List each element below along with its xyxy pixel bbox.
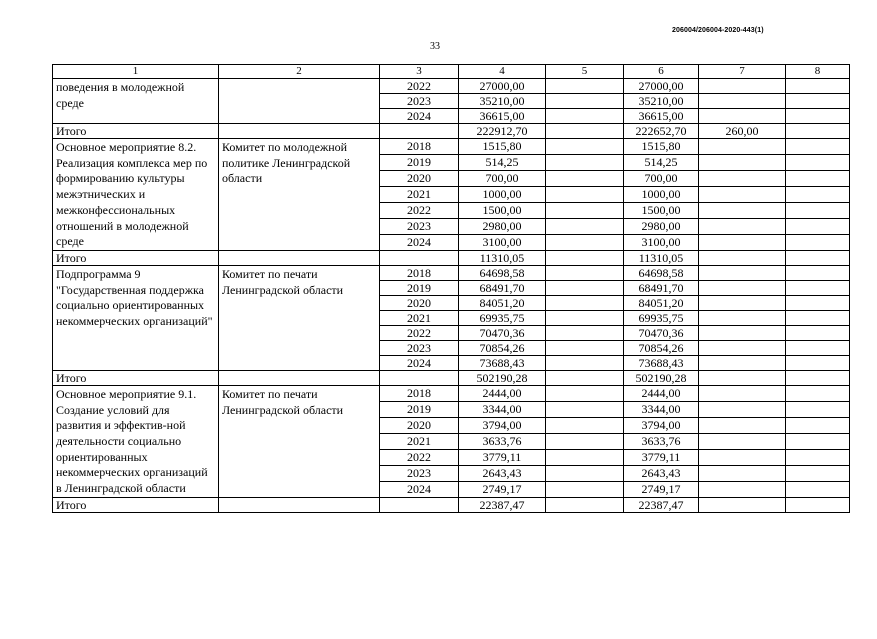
year-cell: 2020 bbox=[380, 417, 459, 433]
total-value-cell: 3779,11 bbox=[459, 449, 546, 465]
col8-cell bbox=[786, 465, 850, 481]
col6-value-cell: 70470,36 bbox=[624, 325, 699, 340]
col7-cell bbox=[699, 139, 786, 155]
total-value-cell: 3344,00 bbox=[459, 401, 546, 417]
col7-cell bbox=[699, 234, 786, 250]
col7-cell bbox=[699, 265, 786, 280]
year-cell: 2022 bbox=[380, 79, 459, 94]
year-cell: 2023 bbox=[380, 94, 459, 109]
col6-value-cell: 2643,43 bbox=[624, 465, 699, 481]
table-row bbox=[53, 265, 850, 280]
header-cell: 1 bbox=[53, 65, 219, 79]
year-cell: 2022 bbox=[380, 202, 459, 218]
col6-value-cell: 1000,00 bbox=[624, 186, 699, 202]
col6-value-cell: 2444,00 bbox=[624, 385, 699, 401]
total-value-cell: 11310,05 bbox=[459, 250, 546, 265]
total-value-cell: 700,00 bbox=[459, 170, 546, 186]
col5-cell bbox=[546, 265, 624, 280]
col6-value-cell: 64698,58 bbox=[624, 265, 699, 280]
col8-cell bbox=[786, 497, 850, 512]
total-value-cell: 3633,76 bbox=[459, 433, 546, 449]
col8-cell bbox=[786, 355, 850, 370]
year-cell: 2022 bbox=[380, 325, 459, 340]
col8-cell bbox=[786, 265, 850, 280]
col6-value-cell: 68491,70 bbox=[624, 280, 699, 295]
table-cell bbox=[380, 497, 459, 512]
col7-cell bbox=[699, 202, 786, 218]
col6-value-cell: 502190,28 bbox=[624, 370, 699, 385]
col5-cell bbox=[546, 94, 624, 109]
col6-value-cell: 1500,00 bbox=[624, 202, 699, 218]
col7-cell bbox=[699, 79, 786, 94]
col5-cell bbox=[546, 139, 624, 155]
col6-value-cell: 36615,00 bbox=[624, 109, 699, 124]
col6-value-cell: 35210,00 bbox=[624, 94, 699, 109]
col8-cell bbox=[786, 170, 850, 186]
year-cell: 2024 bbox=[380, 355, 459, 370]
table-cell bbox=[219, 370, 380, 385]
col8-cell bbox=[786, 202, 850, 218]
document-id: 206004/206004-2020-443(1) bbox=[672, 27, 764, 34]
col6-value-cell: 84051,20 bbox=[624, 295, 699, 310]
col5-cell bbox=[546, 280, 624, 295]
col5-cell bbox=[546, 250, 624, 265]
total-value-cell: 502190,28 bbox=[459, 370, 546, 385]
col7-cell bbox=[699, 449, 786, 465]
total-value-cell: 22387,47 bbox=[459, 497, 546, 512]
year-cell: 2023 bbox=[380, 465, 459, 481]
total-value-cell: 3100,00 bbox=[459, 234, 546, 250]
col6-value-cell: 3633,76 bbox=[624, 433, 699, 449]
col8-cell bbox=[786, 481, 850, 497]
col5-cell bbox=[546, 202, 624, 218]
col7-cell bbox=[699, 170, 786, 186]
total-row bbox=[53, 370, 850, 385]
col7-cell bbox=[699, 310, 786, 325]
col5-cell bbox=[546, 465, 624, 481]
col8-cell bbox=[786, 109, 850, 124]
total-value-cell: 73688,43 bbox=[459, 355, 546, 370]
col8-cell bbox=[786, 124, 850, 139]
year-cell: 2020 bbox=[380, 170, 459, 186]
col8-cell bbox=[786, 295, 850, 310]
year-cell: 2021 bbox=[380, 310, 459, 325]
executor: Комитет по молодежной политике Ленинградской области bbox=[219, 139, 380, 251]
total-label: Итого bbox=[53, 124, 219, 139]
col6-value-cell: 514,25 bbox=[624, 154, 699, 170]
col7-cell bbox=[699, 325, 786, 340]
year-cell: 2022 bbox=[380, 449, 459, 465]
table-cell bbox=[380, 250, 459, 265]
col7-cell bbox=[699, 186, 786, 202]
col5-cell bbox=[546, 234, 624, 250]
total-value-cell: 84051,20 bbox=[459, 295, 546, 310]
col8-cell bbox=[786, 417, 850, 433]
col5-cell bbox=[546, 124, 624, 139]
col5-cell bbox=[546, 310, 624, 325]
col8-cell bbox=[786, 370, 850, 385]
col6-value-cell: 3100,00 bbox=[624, 234, 699, 250]
year-cell: 2021 bbox=[380, 433, 459, 449]
col6-value-cell: 3344,00 bbox=[624, 401, 699, 417]
col7-cell bbox=[699, 465, 786, 481]
total-value-cell: 3794,00 bbox=[459, 417, 546, 433]
year-cell: 2021 bbox=[380, 186, 459, 202]
col8-cell bbox=[786, 79, 850, 94]
col8-cell bbox=[786, 340, 850, 355]
total-label: Итого bbox=[53, 250, 219, 265]
col5-cell bbox=[546, 186, 624, 202]
col8-cell bbox=[786, 94, 850, 109]
year-cell: 2024 bbox=[380, 234, 459, 250]
total-row bbox=[53, 250, 850, 265]
total-value-cell: 2980,00 bbox=[459, 218, 546, 234]
col5-cell bbox=[546, 355, 624, 370]
total-value-cell: 1515,80 bbox=[459, 139, 546, 155]
year-cell: 2024 bbox=[380, 109, 459, 124]
col5-cell bbox=[546, 385, 624, 401]
col7-cell bbox=[699, 295, 786, 310]
page-number: 33 bbox=[430, 41, 440, 52]
year-cell: 2018 bbox=[380, 385, 459, 401]
header-cell: 7 bbox=[699, 65, 786, 79]
col5-cell bbox=[546, 340, 624, 355]
table-cell bbox=[380, 370, 459, 385]
total-value-cell: 70854,26 bbox=[459, 340, 546, 355]
col5-cell bbox=[546, 154, 624, 170]
col8-cell bbox=[786, 433, 850, 449]
year-cell: 2019 bbox=[380, 154, 459, 170]
year-cell: 2019 bbox=[380, 280, 459, 295]
col8-cell bbox=[786, 234, 850, 250]
event-description: Основное мероприятие 9.1. Создание условий для развития и эффектив-ной деятельности социально ориентированных некоммерческих организаций в Ленинградской области bbox=[53, 385, 219, 497]
col6-value-cell: 73688,43 bbox=[624, 355, 699, 370]
table-cell bbox=[219, 124, 380, 139]
col6-value-cell: 2980,00 bbox=[624, 218, 699, 234]
year-cell: 2018 bbox=[380, 139, 459, 155]
col8-cell bbox=[786, 250, 850, 265]
col8-cell bbox=[786, 385, 850, 401]
header-row bbox=[53, 65, 850, 79]
year-cell: 2019 bbox=[380, 401, 459, 417]
total-value-cell: 69935,75 bbox=[459, 310, 546, 325]
table-row bbox=[53, 385, 850, 401]
col8-cell bbox=[786, 401, 850, 417]
col7-cell bbox=[699, 385, 786, 401]
col7-cell bbox=[699, 340, 786, 355]
col6-value-cell: 2749,17 bbox=[624, 481, 699, 497]
table-cell bbox=[380, 124, 459, 139]
total-row bbox=[53, 124, 850, 139]
col6-value-cell: 1515,80 bbox=[624, 139, 699, 155]
col8-cell bbox=[786, 280, 850, 295]
col5-cell bbox=[546, 218, 624, 234]
col7-cell bbox=[699, 401, 786, 417]
col8-cell bbox=[786, 186, 850, 202]
col5-cell bbox=[546, 417, 624, 433]
col5-cell bbox=[546, 401, 624, 417]
header-cell: 5 bbox=[546, 65, 624, 79]
col5-cell bbox=[546, 449, 624, 465]
col7-cell bbox=[699, 218, 786, 234]
col6-value-cell: 3779,11 bbox=[624, 449, 699, 465]
col7-cell bbox=[699, 433, 786, 449]
col5-cell bbox=[546, 109, 624, 124]
total-value-cell: 222912,70 bbox=[459, 124, 546, 139]
col8-cell bbox=[786, 325, 850, 340]
executor: Комитет по печати Ленинградской области bbox=[219, 265, 380, 370]
budget-table bbox=[52, 64, 850, 513]
total-value-cell: 1500,00 bbox=[459, 202, 546, 218]
col8-cell bbox=[786, 310, 850, 325]
col7-cell bbox=[699, 94, 786, 109]
header-cell: 2 bbox=[219, 65, 380, 79]
col7-cell bbox=[699, 109, 786, 124]
col7-value-cell bbox=[699, 497, 786, 512]
total-value-cell: 2749,17 bbox=[459, 481, 546, 497]
event-description: Подпрограмма 9 "Государственная поддержка социально ориентированных некоммерческих организаций" bbox=[53, 265, 219, 370]
col6-value-cell: 700,00 bbox=[624, 170, 699, 186]
col6-value-cell: 3794,00 bbox=[624, 417, 699, 433]
table-cell bbox=[219, 250, 380, 265]
table-cell bbox=[219, 497, 380, 512]
total-value-cell: 36615,00 bbox=[459, 109, 546, 124]
table-row bbox=[53, 79, 850, 94]
total-value-cell: 35210,00 bbox=[459, 94, 546, 109]
table-row bbox=[53, 139, 850, 155]
col5-cell bbox=[546, 497, 624, 512]
total-label: Итого bbox=[53, 370, 219, 385]
col5-cell bbox=[546, 79, 624, 94]
col5-cell bbox=[546, 481, 624, 497]
total-label: Итого bbox=[53, 497, 219, 512]
total-value-cell: 70470,36 bbox=[459, 325, 546, 340]
col6-value-cell: 22387,47 bbox=[624, 497, 699, 512]
col7-value-cell: 260,00 bbox=[699, 124, 786, 139]
executor: Комитет по печати Ленинградской области bbox=[219, 385, 380, 497]
year-cell: 2023 bbox=[380, 340, 459, 355]
col5-cell bbox=[546, 170, 624, 186]
col8-cell bbox=[786, 449, 850, 465]
header-cell: 4 bbox=[459, 65, 546, 79]
col7-value-cell bbox=[699, 370, 786, 385]
col5-cell bbox=[546, 295, 624, 310]
year-cell: 2023 bbox=[380, 218, 459, 234]
total-value-cell: 2643,43 bbox=[459, 465, 546, 481]
col8-cell bbox=[786, 154, 850, 170]
col6-value-cell: 70854,26 bbox=[624, 340, 699, 355]
col5-cell bbox=[546, 325, 624, 340]
header-cell: 8 bbox=[786, 65, 850, 79]
total-value-cell: 2444,00 bbox=[459, 385, 546, 401]
total-value-cell: 514,25 bbox=[459, 154, 546, 170]
col6-value-cell: 27000,00 bbox=[624, 79, 699, 94]
col6-value-cell: 69935,75 bbox=[624, 310, 699, 325]
col7-cell bbox=[699, 355, 786, 370]
col8-cell bbox=[786, 218, 850, 234]
event-description: поведения в молодежной среде bbox=[53, 79, 219, 124]
col8-cell bbox=[786, 139, 850, 155]
event-description: Основное мероприятие 8.2. Реализация комплекса мер по формированию культуры межэтнических и межконфессиональных отношений в молодежной среде bbox=[53, 139, 219, 251]
col5-cell bbox=[546, 370, 624, 385]
header-cell: 6 bbox=[624, 65, 699, 79]
year-cell: 2018 bbox=[380, 265, 459, 280]
col5-cell bbox=[546, 433, 624, 449]
col7-cell bbox=[699, 417, 786, 433]
header-cell: 3 bbox=[380, 65, 459, 79]
total-value-cell: 27000,00 bbox=[459, 79, 546, 94]
total-value-cell: 64698,58 bbox=[459, 265, 546, 280]
col7-cell bbox=[699, 481, 786, 497]
total-row bbox=[53, 497, 850, 512]
executor bbox=[219, 79, 380, 124]
year-cell: 2020 bbox=[380, 295, 459, 310]
col7-value-cell bbox=[699, 250, 786, 265]
year-cell: 2024 bbox=[380, 481, 459, 497]
col6-value-cell: 222652,70 bbox=[624, 124, 699, 139]
total-value-cell: 1000,00 bbox=[459, 186, 546, 202]
col7-cell bbox=[699, 280, 786, 295]
col6-value-cell: 11310,05 bbox=[624, 250, 699, 265]
col7-cell bbox=[699, 154, 786, 170]
total-value-cell: 68491,70 bbox=[459, 280, 546, 295]
